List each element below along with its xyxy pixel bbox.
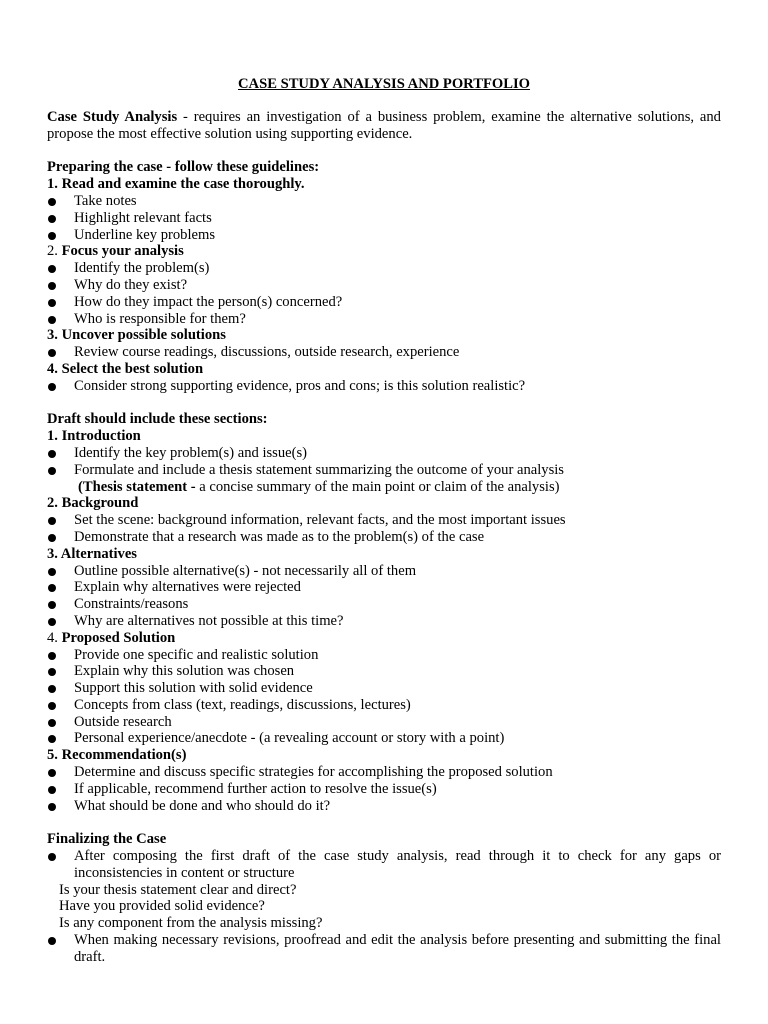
list-item: Provide one specific and realistic solution: [47, 647, 721, 664]
draft-section-5: 5. Recommendation(s): [47, 747, 187, 764]
list-item: Concepts from class (text, readings, discussions, lectures): [47, 697, 721, 714]
list-item: Consider strong supporting evidence, pros and cons; is this solution realistic?: [47, 378, 721, 395]
list-item: Formulate and include a thesis statement summarizing the outcome of your analysis: [47, 462, 721, 479]
draft-heading: Draft should include these sections:: [47, 411, 268, 428]
list-item: Explain why this solution was chosen: [47, 663, 721, 680]
list-item: Determine and discuss specific strategies for accomplishing the proposed solution: [47, 764, 721, 781]
list-item: Support this solution with solid evidence: [47, 680, 721, 697]
list-item: What should be done and who should do it?: [47, 798, 721, 815]
checklist-question: Is your thesis statement clear and direct?: [59, 881, 297, 898]
list-item: Take notes: [47, 193, 721, 210]
list-item: Why do they exist?: [47, 277, 721, 294]
thesis-note: [47, 479, 721, 496]
document-body: [47, 109, 721, 966]
list-item: Outside research: [47, 714, 721, 731]
list-item: Set the scene: background information, relevant facts, and the most important issues: [47, 512, 721, 529]
document-title: CASE STUDY ANALYSIS AND PORTFOLIO: [238, 76, 530, 92]
draft-section-4: [47, 630, 721, 647]
list-item: Who is responsible for them?: [47, 311, 721, 328]
draft-section-2: 2. Background: [47, 495, 139, 512]
preparing-step-4: 4. Select the best solution: [47, 360, 204, 377]
list-item: When making necessary revisions, proofread and edit the analysis before presenting and submitting the final draft.: [47, 932, 721, 966]
list-item: If applicable, recommend further action to resolve the issue(s): [47, 781, 721, 798]
thesis-rest: a concise summary of the main point or claim of the analysis): [195, 478, 560, 495]
draft-section-1: 1. Introduction: [47, 428, 141, 445]
preparing-step-3: 3. Uncover possible solutions: [47, 327, 226, 344]
checklist-question: Have you provided solid evidence?: [59, 898, 265, 915]
preparing-step-1: 1. Read and examine the case thoroughly.: [47, 176, 305, 193]
step-number: 2.: [47, 243, 62, 260]
preparing-heading: Preparing the case - follow these guidelines:: [47, 159, 320, 176]
list-item: Highlight relevant facts: [47, 210, 721, 227]
list-item: Identify the problem(s): [47, 260, 721, 277]
intro-paragraph: [47, 109, 721, 143]
list-item: Constraints/reasons: [47, 596, 721, 613]
draft-section-3: 3. Alternatives: [47, 545, 137, 562]
list-item: Underline key problems: [47, 227, 721, 244]
list-item: Explain why alternatives were rejected: [47, 579, 721, 596]
list-item: After composing the first draft of the case study analysis, read through it to check for any gaps or inconsistencies in content or structure: [47, 848, 721, 882]
intro-separator: -: [177, 109, 194, 125]
list-item: Why are alternatives not possible at this time?: [47, 613, 721, 630]
intro-text: requires an investigation of a business problem, examine the alternative solutions, and propose the most effective solution using supporting evidence.: [47, 109, 721, 142]
list-item: Personal experience/anecdote - (a revealing account or story with a point): [47, 730, 721, 747]
preparing-step-2: [47, 243, 721, 260]
intro-term: Case Study Analysis: [47, 109, 178, 125]
checklist-question: Is any component from the analysis missing?: [59, 915, 323, 932]
section-number: 4.: [47, 629, 62, 646]
step-label: Focus your analysis: [61, 243, 184, 260]
thesis-open: (: [78, 478, 83, 495]
finalizing-heading: Finalizing the Case: [47, 831, 167, 848]
list-item: Demonstrate that a research was made as to the problem(s) of the case: [47, 529, 721, 546]
list-item: Review course readings, discussions, outside research, experience: [47, 344, 721, 361]
list-item: Identify the key problem(s) and issue(s): [47, 445, 721, 462]
list-item: How do they impact the person(s) concerned?: [47, 294, 721, 311]
list-item: Outline possible alternative(s) - not necessarily all of them: [47, 563, 721, 580]
thesis-term: Thesis statement -: [82, 478, 196, 495]
section-label: Proposed Solution: [61, 629, 176, 646]
